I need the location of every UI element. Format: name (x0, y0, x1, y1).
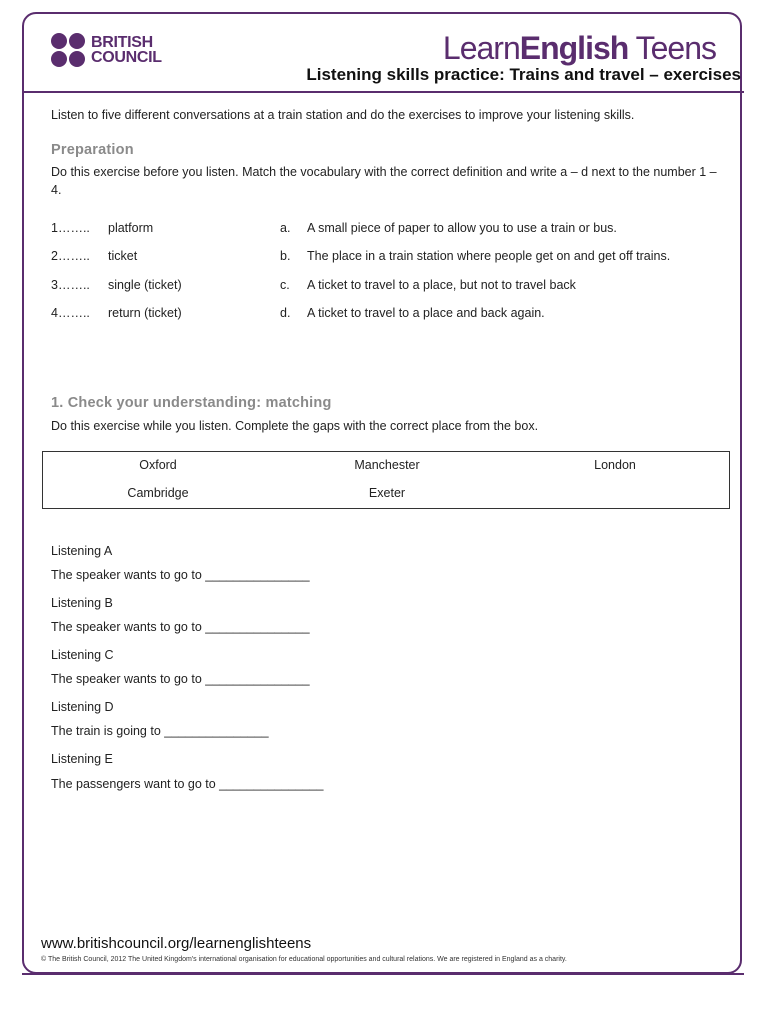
brand-teens: Teens (628, 30, 716, 66)
definition-text: A small piece of paper to allow you to use a train or bus. (307, 221, 617, 235)
vocab-word: return (ticket) (108, 306, 182, 320)
definition-letter: a. (280, 221, 291, 235)
listening-label: Listening B (51, 596, 113, 610)
exercise1-heading: 1. Check your understanding: matching (51, 395, 332, 411)
page-title: Listening skills practice: Trains and travel – exercises (306, 65, 741, 84)
footer-url-link[interactable]: www.britishcouncil.org/learnenglishteens (41, 935, 312, 952)
listening-label: Listening C (51, 648, 114, 662)
definition-text: The place in a train station where people get on and get off trains. (307, 249, 671, 263)
british-council-dots-icon (51, 33, 85, 67)
place-option: Manchester (354, 458, 420, 472)
place-option: Oxford (139, 458, 177, 472)
footer-divider (22, 973, 744, 975)
intro-text: Listen to five different conversations at a train station and do the exercises to improve your listening skills. (51, 108, 635, 122)
vocab-row (51, 278, 741, 296)
gap-sentence[interactable]: The speaker wants to go to _______________ (51, 620, 310, 634)
gap-sentence[interactable]: The train is going to _______________ (51, 724, 269, 738)
header-divider (22, 91, 744, 93)
vocab-row (51, 306, 741, 324)
preparation-instructions: Do this exercise before you listen. Match the vocabulary with the correct definition and write a – d next to the number 1 – 4. (51, 165, 717, 197)
vocab-word: single (ticket) (108, 278, 182, 292)
listening-label: Listening A (51, 544, 113, 558)
vocab-row (51, 249, 741, 267)
org-name-line2: COUNCIL (91, 49, 162, 66)
footer-copyright: © The British Council, 2012 The United Kingdom's international organisation for educational opportunities and cultural relations. We are registered in England as a charity. (41, 956, 567, 963)
definition-letter: c. (280, 278, 290, 292)
definition-text: A ticket to travel to a place, but not to travel back (307, 278, 576, 292)
gap-sentence[interactable]: The speaker wants to go to _______________ (51, 672, 310, 686)
exercise1-instructions: Do this exercise while you listen. Complete the gaps with the correct place from the box. (51, 419, 539, 433)
definition-letter: d. (280, 306, 291, 320)
definition-text: A ticket to travel to a place and back again. (307, 306, 545, 320)
listening-label: Listening E (51, 752, 113, 766)
brand-learn: Learn (442, 30, 520, 66)
preparation-heading: Preparation (51, 142, 134, 158)
gap-sentence[interactable]: The passengers want to go to _______________ (51, 777, 324, 791)
vocab-number: 2…….. (51, 249, 90, 263)
learnenglish-teens-logo (443, 30, 716, 67)
listening-label: Listening D (51, 700, 114, 714)
british-council-logo (51, 33, 162, 67)
brand-english: English (519, 30, 629, 66)
vocab-number: 1…….. (51, 221, 90, 235)
place-option: Exeter (368, 486, 406, 500)
place-option: London (594, 458, 636, 472)
vocab-row (51, 221, 741, 239)
org-name-line1: BRITISH (91, 34, 153, 51)
british-council-wordmark (91, 35, 162, 65)
place-box (42, 451, 730, 509)
definition-letter: b. (280, 249, 291, 263)
vocab-number: 4…….. (51, 306, 90, 320)
vocab-word: platform (108, 221, 154, 235)
vocab-word: ticket (108, 249, 138, 263)
vocab-number: 3…….. (51, 278, 90, 292)
place-option: Cambridge (127, 486, 189, 500)
gap-sentence[interactable]: The speaker wants to go to _______________ (51, 568, 310, 582)
